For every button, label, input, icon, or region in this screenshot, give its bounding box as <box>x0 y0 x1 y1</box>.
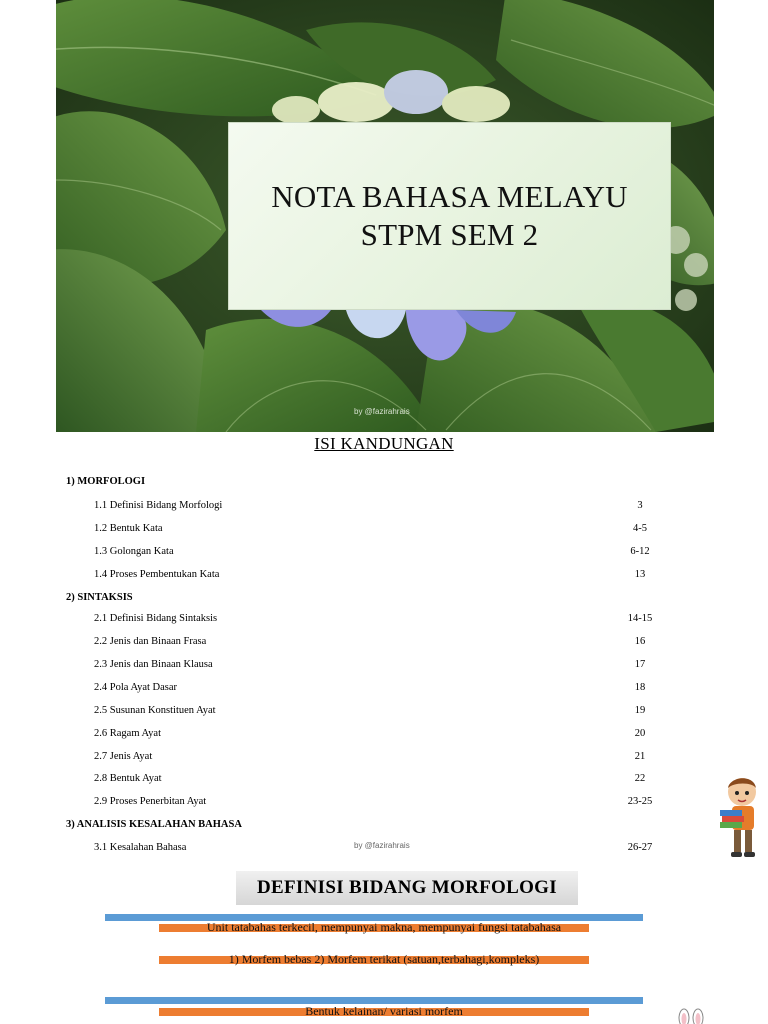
document-title-line-2: STPM SEM 2 <box>360 217 539 252</box>
toc-item: 2.9 Proses Penerbitan Ayat <box>94 796 207 807</box>
toc-item: 3.1 Kesalahan Bahasa <box>94 842 187 853</box>
toc-item: 2.4 Pola Ayat Dasar <box>94 682 178 693</box>
toc-item: 1.1 Definisi Bidang Morfologi <box>94 500 223 511</box>
toc-item: 1.2 Bentuk Kata <box>94 523 163 534</box>
alomorf-text: Bentuk kelainan/ variasi morfem <box>305 1004 463 1018</box>
morfem-types-text: 1) Morfem bebas 2) Morfem terikat (satuan,terbahagi,kompleks) <box>228 952 540 966</box>
toc-section-morfologi: 1) MORFOLOGI <box>66 476 146 487</box>
toc-page-number: 14-15 <box>627 613 653 624</box>
blue-divider-bar <box>105 997 643 1004</box>
toc-page-number: 6-12 <box>630 546 650 557</box>
document-title-line-1: NOTA BAHASA MELAYU <box>271 179 628 214</box>
toc-page-number: 3 <box>637 500 643 511</box>
cover-credit: by @fazirahrais <box>354 407 410 416</box>
bunny-ears-icon <box>676 1008 706 1024</box>
cover-image <box>56 0 714 432</box>
toc-page-number: 19 <box>634 705 646 716</box>
toc-section-analisis: 3) ANALISIS KESALAHAN BAHASA <box>66 819 242 830</box>
toc-page-number: 16 <box>634 636 646 647</box>
toc-page-number: 22 <box>634 773 646 784</box>
title-box <box>228 122 671 310</box>
toc-item: 2.3 Jenis dan Binaan Klausa <box>94 659 213 670</box>
toc-section-sintaksis: 2) SINTAKSIS <box>66 592 133 603</box>
toc-heading: ISI KANDUNGAN <box>314 434 454 453</box>
toc-item: 2.5 Susunan Konstituen Ayat <box>94 705 216 716</box>
toc-credit: by @fazirahrais <box>354 841 410 850</box>
toc-page-number: 23-25 <box>627 796 653 807</box>
toc-page-number: 18 <box>634 682 646 693</box>
toc-page-number: 26-27 <box>627 842 653 853</box>
toc-item: 2.6 Ragam Ayat <box>94 728 161 739</box>
toc-page-number: 13 <box>634 569 646 580</box>
toc-page-number: 4-5 <box>633 523 647 534</box>
morfem-definition-text: Unit tatabahas terkecil, mempunyai makna, mempunyai fungsi tatabahasa <box>206 920 562 934</box>
toc-item: 2.7 Jenis Ayat <box>94 751 153 762</box>
toc-item: 2.8 Bentuk Ayat <box>94 773 162 784</box>
student-cartoon-icon <box>712 776 764 862</box>
toc-page-number: 21 <box>634 751 646 762</box>
section-title: DEFINISI BIDANG MORFOLOGI <box>257 877 557 898</box>
toc-item: 2.2 Jenis dan Binaan Frasa <box>94 636 207 647</box>
toc-item: 1.3 Golongan Kata <box>94 546 174 557</box>
section-title-box <box>236 871 578 905</box>
toc-page-number: 20 <box>634 728 646 739</box>
toc-item: 1.4 Proses Pembentukan Kata <box>94 569 220 580</box>
toc-page-number: 17 <box>634 659 646 670</box>
toc-item: 2.1 Definisi Bidang Sintaksis <box>94 613 218 624</box>
